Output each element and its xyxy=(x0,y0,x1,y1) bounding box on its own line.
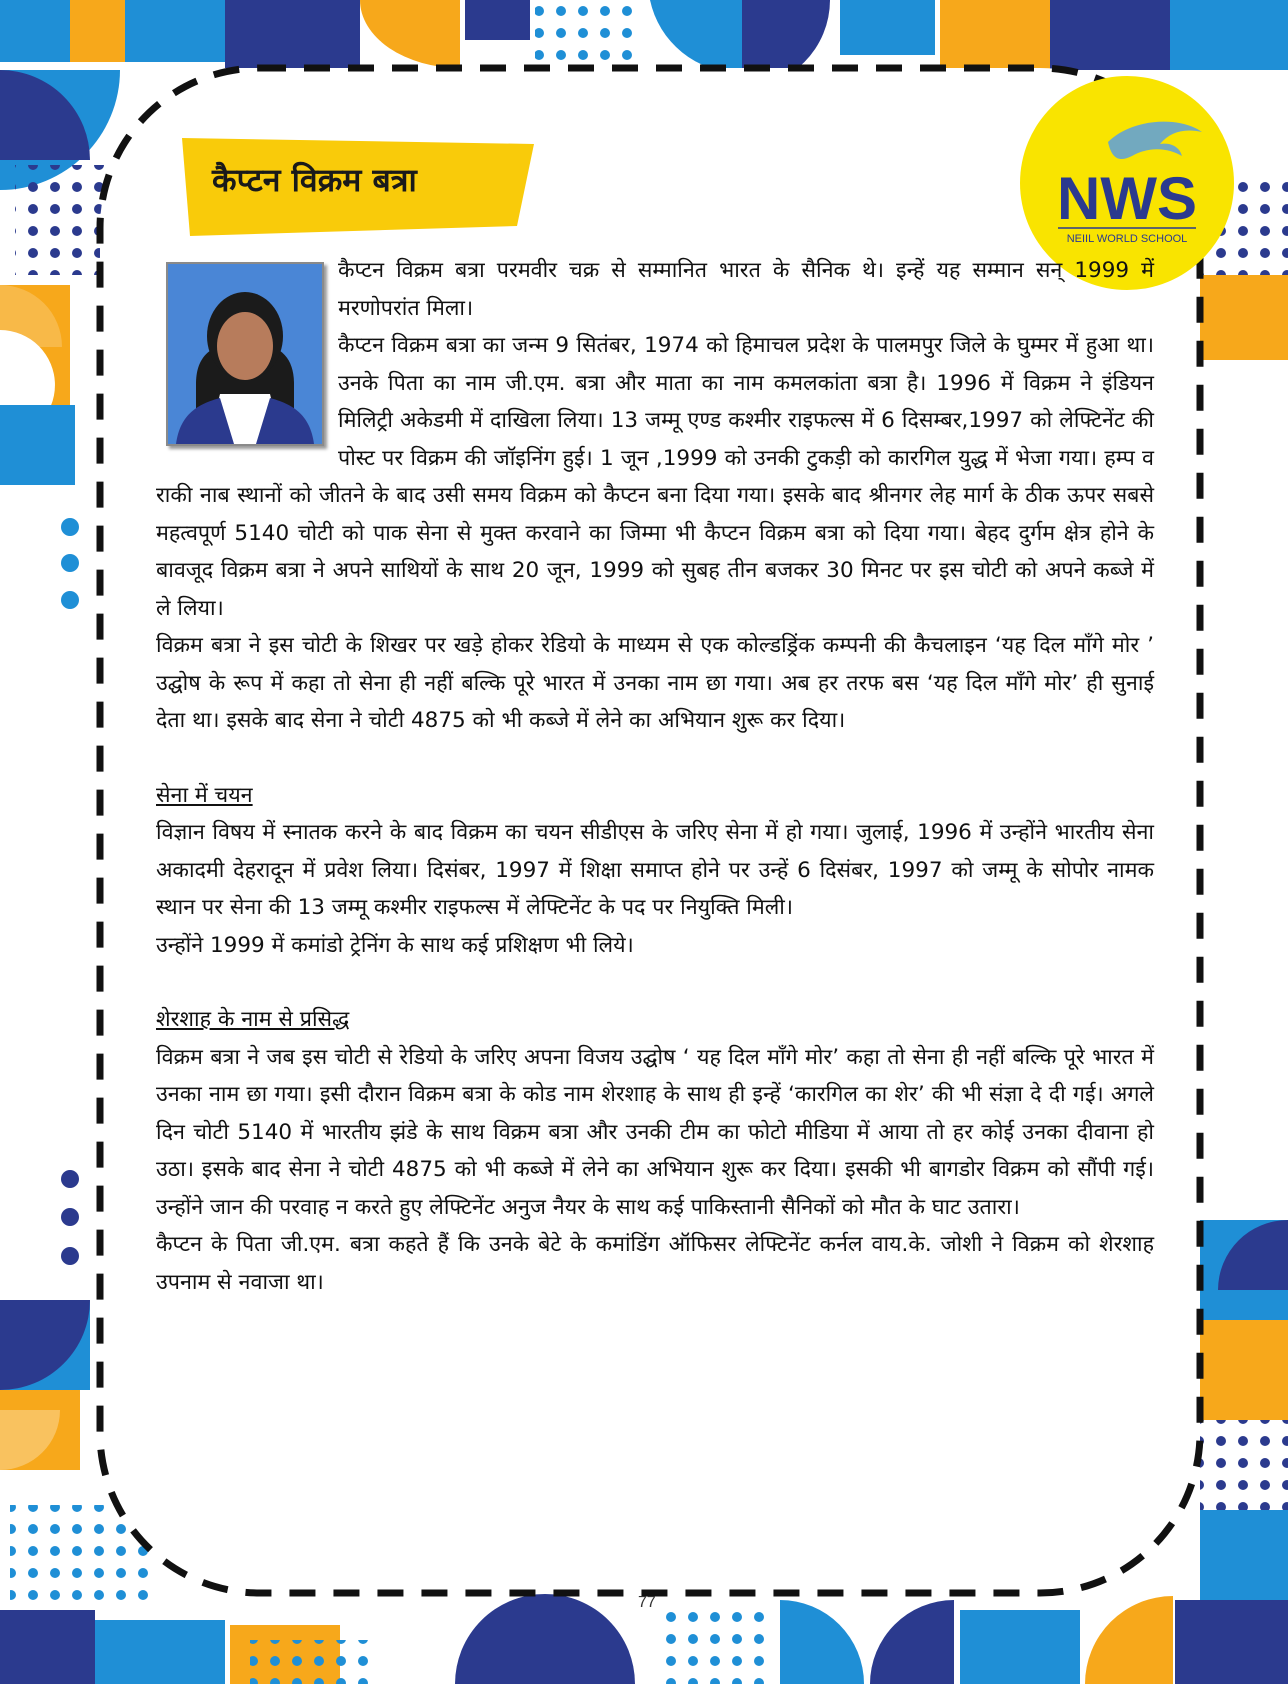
photo-spacer xyxy=(156,252,338,474)
page-number: 77 xyxy=(638,1594,656,1611)
page-title: कैप्टन विक्रम बत्रा xyxy=(212,161,417,199)
logo-subtext: NEIIL WORLD SCHOOL xyxy=(1066,233,1188,245)
article-body xyxy=(156,252,1154,1301)
section1-paragraph-2: उन्होंने 1999 में कमांडो ट्रेनिंग के साथ कई प्रशिक्षण भी लिये। xyxy=(156,932,634,958)
section1-paragraph-1: विज्ञान विषय में स्नातक करने के बाद विक्रम का चयन सीडीएस के जरिए सेना में हो गया। जुलाई, 1996 में उन्होंने भारतीय सेना अकादमी देहरादून में प्रवेश लिया। दिसंबर, 1997 में शिक्षा समाप्त होने पर उन्हें 6 दिसंबर, 1997 को जम्मू के सोपोर नामक स्थान पर सेना की 13 जम्मू कश्मीर राइफल्स में लेफ्टिनेंट के पद पर नियुक्ति मिली। xyxy=(156,820,1154,920)
section-heading-selection: सेना में चयन xyxy=(156,782,253,808)
logo-text: NWS xyxy=(1057,165,1197,232)
section-heading-shershah: शेरशाह के नाम से प्रसिद्ध xyxy=(156,1007,350,1032)
section2-paragraph-1: विक्रम बत्रा ने जब इस चोटी से रेडियो के जरिए अपना विजय उद्घोष ‘ यह दिल माँगे मोर’ कहा तो सेना ही नहीं बल्कि पूरे भारत में उनका नाम छा गया। इसी दौरान विक्रम बत्रा के कोड नाम शेरशाह के साथ ही इन्हें ‘कारगिल का शेर’ की भी संज्ञा दे दी गई। अगले दिन चोटी 5140 में भारतीय झंडे के साथ विक्रम बत्रा और उनकी टीम का फोटो मीडिया में आया तो हर कोई उनका दीवाना हो उठा। इसके बाद सेना ने चोटी 4875 को भी कब्जे में लेने का अभियान शुरू कर दिया। इसकी भी बागडोर विक्रम को सौंपी गई। उन्होंने जान की परवाह न करते हुए लेफ्टिनेंट अनुज नैयर के साथ कई पाकिस्तानी सैनिकों को मौत के घाट उतारा। xyxy=(156,1044,1154,1220)
intro-paragraph-2: कैप्टन विक्रम बत्रा का जन्म 9 सितंबर, 1974 को हिमाचल प्रदेश के पालमपुर जिले के घुम्मर में हुआ था। उनके पिता का नाम जी.एम. बत्रा और माता का नाम कमलकांता बत्रा है। 1996 में विक्रम ने इंडियन मिलिट्री अकेडमी में दाखिला लिया। 13 जम्मू एण्ड कश्मीर राइफल्स में 6 दिसम्बर,1997 को लेफ्टिनेंट की पोस्ट पर विक्रम की जॉइनिंग हुई। 1 जून ,1999 को उनकी टुकड़ी को कारगिल युद्ध में भेजा गया। हम्प व राकी नाब स्थानों को जीतने के बाद उसी समय विक्रम को कैप्टन बना दिया गया। इसके बाद श्रीनगर लेह मार्ग के ठीक ऊपर सबसे महत्वपूर्ण 5140 चोटी को पाक सेना से मुक्त करवाने का जिम्मा भी कैप्टन विक्रम बत्रा को दिया गया। बेहद दुर्गम क्षेत्र होने के बावजूद विक्रम बत्रा ने अपने साथियों के साथ 20 जून, 1999 को सुबह तीन बजकर 30 मिनट पर इस चोटी को अपने कब्जे में ले लिया। xyxy=(156,333,1154,621)
intro-paragraph-3: विक्रम बत्रा ने इस चोटी के शिखर पर खड़े होकर रेडियो के माध्यम से एक कोल्डड्रिंक कम्पनी की कैचलाइन ‘यह दिल माँगे मोर ’ उद्घोष के रूप में कहा तो सेना ही नहीं बल्कि पूरे भारत में उनका नाम छा गया। अब हर तरफ बस ‘यह दिल माँगे मोर’ ही सुनाई देता था। इसके बाद सेना ने चोटी 4875 को भी कब्जे में लेने का अभियान शुरू कर दिया। xyxy=(156,633,1154,733)
intro-paragraph-1: कैप्टन विक्रम बत्रा परमवीर चक्र से सम्मानित भारत के सैनिक थे। इन्हें यह सम्मान सन् 1999 में मरणोपरांत मिला। xyxy=(338,258,1154,321)
section2-paragraph-2: कैप्टन के पिता जी.एम. बत्रा कहते हैं कि उनके बेटे के कमांडिंग ऑफिसर लेफ्टिनेंट कर्नल वाय.के. जोशी ने विक्रम को शेरशाह उपनाम से नवाजा था। xyxy=(156,1232,1154,1295)
